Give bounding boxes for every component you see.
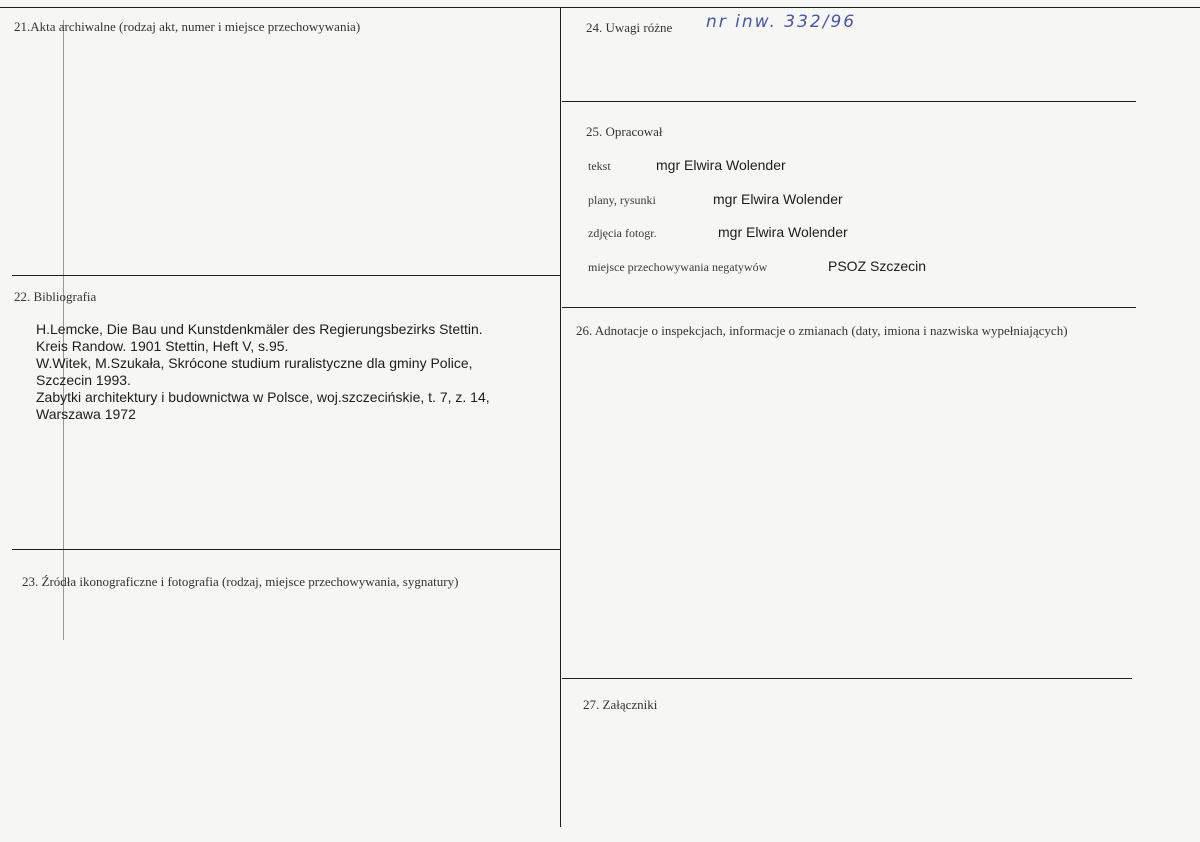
bibliography-line: Zabytki architektury i budownictwa w Polsce, woj.szczecińskie, t. 7, z. 14, xyxy=(36,389,490,405)
divider-25-26 xyxy=(562,307,1136,308)
row-key-tekst: tekst xyxy=(588,159,611,173)
section-22-label: 22. Bibliografia xyxy=(14,289,97,304)
bibliography-line: H.Lemcke, Die Bau und Kunstdenkmäler des Regierungsbezirks Stettin. xyxy=(36,321,483,337)
section-24-label: 24. Uwagi różne xyxy=(586,20,673,35)
section-25-label: 25. Opracował xyxy=(586,124,663,139)
row-value-zdjecia: mgr Elwira Wolender xyxy=(718,224,848,240)
center-divider xyxy=(560,7,561,827)
divider-24-25 xyxy=(562,101,1136,102)
row-value-plany: mgr Elwira Wolender xyxy=(713,191,843,207)
row-key-plany: plany, rysunki xyxy=(588,193,656,207)
section-21-label: 21.Akta archiwalne (rodzaj akt, numer i miejsce przechowywania) xyxy=(14,19,361,34)
bibliography-line: Warszawa 1972 xyxy=(36,406,136,422)
section-27-label: 27. Załączniki xyxy=(583,697,658,712)
divider-26-27 xyxy=(562,678,1132,679)
divider-22-23 xyxy=(12,549,560,550)
bibliography-line: W.Witek, M.Szukała, Skrócone studium ruralistyczne dla gminy Police, xyxy=(36,355,473,371)
row-value-tekst: mgr Elwira Wolender xyxy=(656,157,786,173)
inventory-number-handwritten: nr inw. 332/96 xyxy=(706,12,857,32)
row-value-negatywy: PSOZ Szczecin xyxy=(828,258,927,274)
section-23-label: 23. Źródła ikonograficzne i fotografia (rodzaj, miejsce przechowywania, sygnatury) xyxy=(22,574,459,589)
bibliography-line: Szczecin 1993. xyxy=(36,372,131,388)
top-border-line xyxy=(0,7,1200,8)
row-key-negatywy: miejsce przechowywania negatywów xyxy=(588,260,768,274)
section-26-label: 26. Adnotacje o inspekcjach, informacje o zmianach (daty, imiona i nazwiska wypełniających) xyxy=(576,323,1068,338)
row-key-zdjecia: zdjęcia fotogr. xyxy=(588,226,657,240)
divider-21-22 xyxy=(12,275,560,276)
bibliography-text xyxy=(36,321,536,423)
bibliography-line: Kreis Randow. 1901 Stettin, Heft V, s.95. xyxy=(36,338,289,354)
